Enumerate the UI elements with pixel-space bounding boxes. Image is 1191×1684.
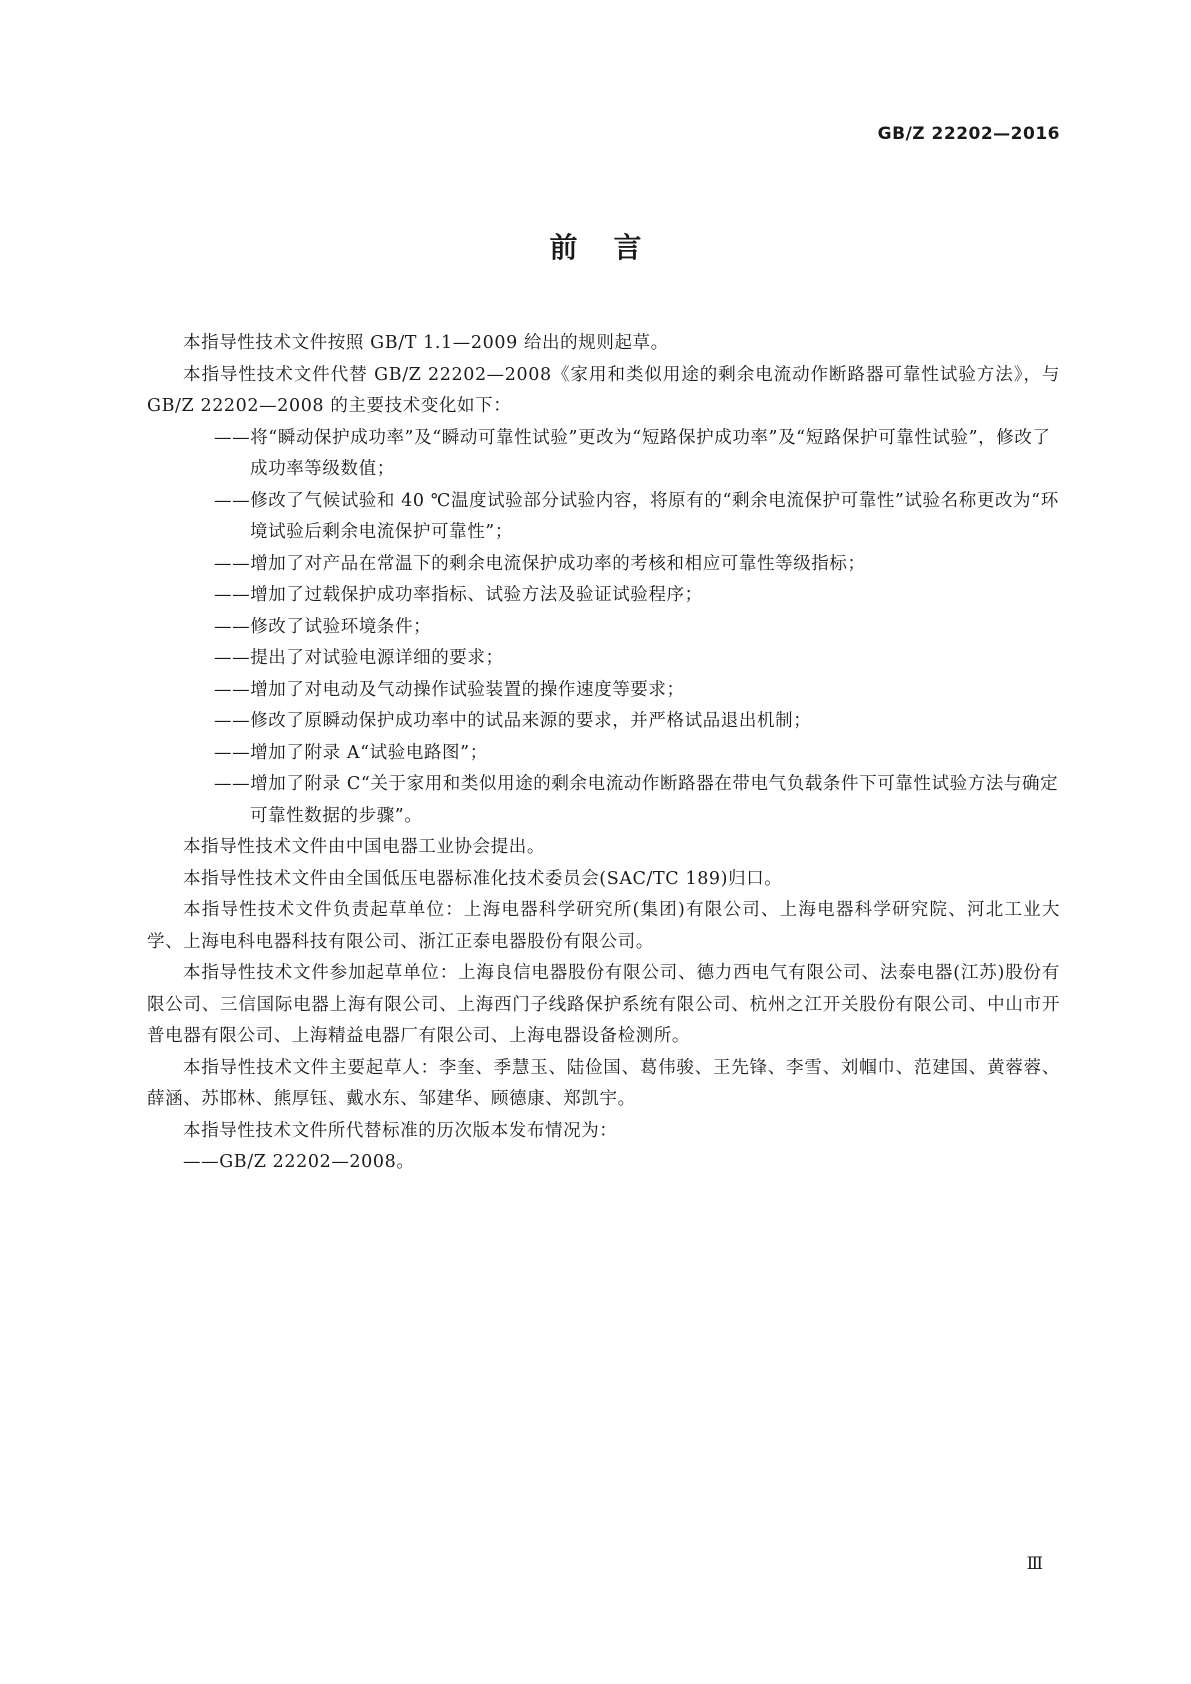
change-item: ——修改了试验环境条件； (214, 616, 432, 637)
change-item: ——增加了附录 A“试验电路图”； (214, 742, 488, 763)
history-item: ——GB/Z 22202—2008。 (183, 1152, 415, 1172)
change-item: ——增加了附录 C“关于家用和类似用途的剩余电流动作断路器在带电气负载条件下可靠性试验方法与确定可靠性数据的步骤”。 (214, 774, 1059, 826)
paragraph-main-drafters: 本指导性技术文件主要起草人：李奎、季慧玉、陆俭国、葛伟骏、王先锋、李雪、刘帼巾、范建国、黄蓉蓉、薛涵、苏邯林、熊厚钰、戴水东、邹建华、顾德康、郑凯宇。 (147, 1057, 1060, 1109)
paragraph-participating-drafters: 本指导性技术文件参加起草单位：上海良信电器股份有限公司、德力西电气有限公司、法泰电器(江苏)股份有限公司、三信国际电器上海有限公司、上海西门子线路保护系统有限公司、杭州之江开关股份有限公司、中山市开普电器有限公司、上海精益电器厂有限公司、上海电器设备检测所。 (147, 963, 1060, 1046)
standard-number: GB/Z 22202—2016 (877, 124, 1060, 144)
paragraph-proposer: 本指导性技术文件由中国电器工业协会提出。 (183, 837, 545, 857)
change-item: ——提出了对试验电源详细的要求； (214, 648, 504, 668)
page-title: 前言 (549, 231, 678, 264)
document-body (147, 328, 1060, 1179)
page-number: Ⅲ (1026, 1554, 1043, 1574)
paragraph-replacement: 本指导性技术文件代替 GB/Z 22202—2008《家用和类似用途的剩余电流动作断路器可靠性试验方法》，与 GB/Z 22202—2008 的主要技术变化如下： (147, 364, 1060, 416)
paragraph-drafting-rules: 本指导性技术文件按照 GB/T 1.1—2009 给出的规则起草。 (183, 333, 669, 353)
change-item: ——将“瞬动保护成功率”及“瞬动可靠性试验”更改为“短路保护成功率”及“短路保护可靠性试验”，修改了成功率等级数值； (214, 427, 1051, 479)
change-item: ——增加了对产品在常温下的剩余电流保护成功率的考核和相应可靠性等级指标； (214, 553, 866, 574)
change-item: ——修改了原瞬动保护成功率中的试品来源的要求，并严格试品退出机制； (214, 711, 812, 731)
change-item: ——增加了对电动及气动操作试验装置的操作速度等要求； (214, 679, 685, 700)
paragraph-lead-drafters: 本指导性技术文件负责起草单位：上海电器科学研究所(集团)有限公司、上海电器科学研究院、河北工业大学、上海电科电器科技有限公司、浙江正泰电器股份有限公司。 (147, 900, 1060, 952)
change-item: ——增加了过载保护成功率指标、试验方法及验证试验程序； (214, 585, 703, 605)
paragraph-centralized: 本指导性技术文件由全国低压电器标准化技术委员会(SAC/TC 189)归口。 (183, 868, 783, 889)
paragraph-history: 本指导性技术文件所代替标准的历次版本发布情况为： (183, 1120, 618, 1141)
change-item: ——修改了气候试验和 40 ℃温度试验部分试验内容，将原有的“剩余电流保护可靠性”试验名称更改为“环境试验后剩余电流保护可靠性”； (214, 490, 1059, 542)
